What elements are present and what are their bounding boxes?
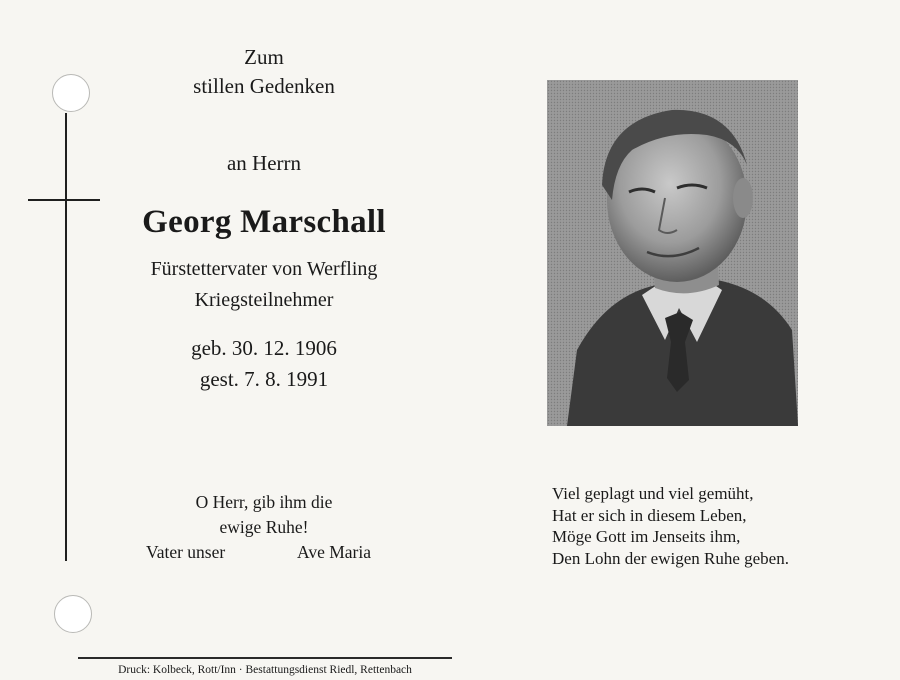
prayer-line: O Herr, gib ihm die <box>195 492 333 512</box>
prayer-line: ewige Ruhe! <box>219 517 309 537</box>
memorial-heading <box>140 43 388 101</box>
description-line: Kriegsteilnehmer <box>194 289 334 311</box>
death-date: gest. 7. 8. 1991 <box>199 367 329 391</box>
poem-line: Viel geplagt und viel gemüht, <box>552 484 754 503</box>
life-dates <box>140 333 388 395</box>
poem-line: Hat er sich in diesem Leben, <box>552 505 747 525</box>
poem-line: Möge Gott im Jenseits ihm, <box>552 527 741 546</box>
footer-divider <box>78 657 452 659</box>
heading-line: stillen Gedenken <box>193 74 335 98</box>
memorial-poem <box>552 483 789 569</box>
heading-line: Zum <box>244 45 284 69</box>
printer-credit: Druck: Kolbeck, Rott/Inn · Bestattungsdienst Riedl, Rettenbach <box>118 664 412 676</box>
prayer-ave-maria: Ave Maria <box>297 542 372 562</box>
prayer-vater-unser: Vater unser <box>146 542 226 562</box>
birth-date: geb. 30. 12. 1906 <box>191 336 337 360</box>
binder-hole-icon <box>52 74 90 112</box>
salutation: an Herrn <box>226 151 302 175</box>
prayer-text <box>140 490 388 540</box>
portrait-photo <box>547 80 798 426</box>
poem-line: Den Lohn der ewigen Ruhe geben. <box>552 548 789 568</box>
description-line: Fürstettervater von Werfling <box>150 258 378 280</box>
deceased-description <box>90 254 438 316</box>
binder-hole-icon <box>54 595 92 633</box>
cross-horizontal-bar <box>28 199 100 201</box>
cross-vertical-bar <box>65 113 67 561</box>
deceased-name: Georg Marschall <box>142 204 386 240</box>
